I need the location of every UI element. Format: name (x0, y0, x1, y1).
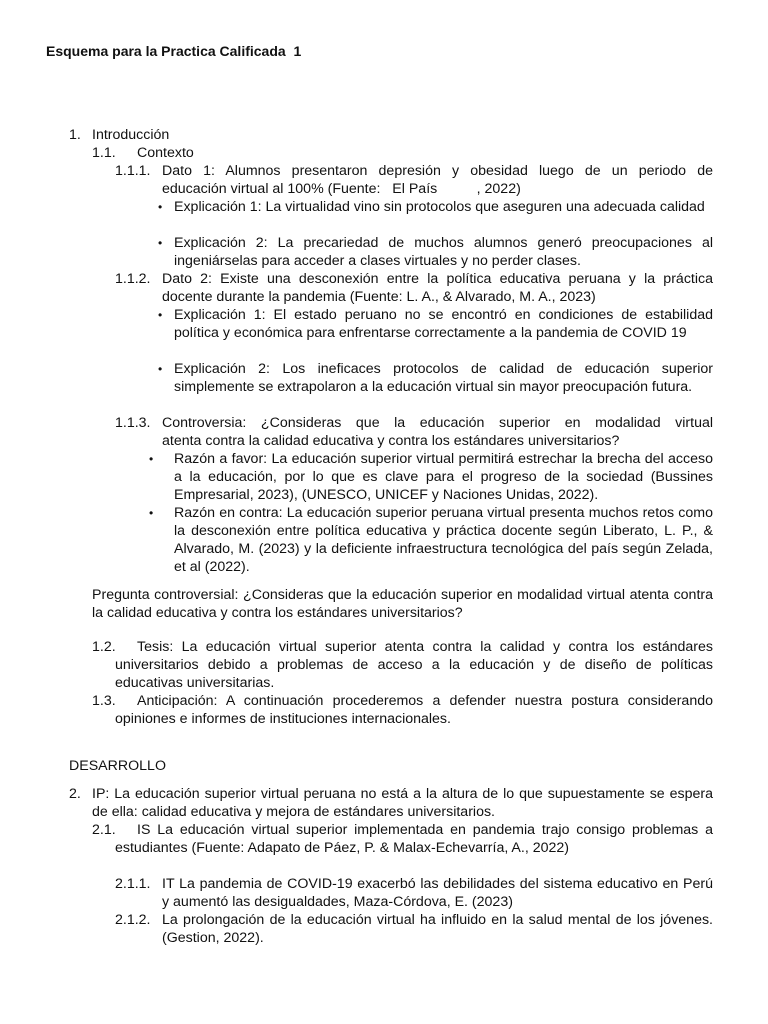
bullet-icon: • (158, 308, 163, 322)
section-1-heading: Introducción (92, 127, 170, 143)
bullet-icon: • (149, 452, 154, 466)
section-1-2-number: 1.2. (92, 639, 116, 655)
development-heading: DESARROLLO (69, 758, 166, 774)
bullet-icon: • (158, 200, 163, 214)
item-1-1-3-line1: Controversia: ¿Consideras que la educación superior en modalidad virtual (162, 415, 713, 431)
item-1-1-2-number: 1.1.2. (115, 271, 151, 287)
bullet-icon: • (158, 236, 163, 250)
item-1-1-3-number: 1.1.3. (115, 415, 151, 431)
reason-against: Razón en contra: La educación superior peruana virtual presenta muchos retos como la desconexión entre política educativa y práctica docente según Liberato, L. P., & Alvarado, M. (2023) y la deficiente infraestructura tecnológica del país según Zelada, et al (2022). (174, 505, 713, 575)
item-1-1-2-line1: Dato 2: Existe una desconexión entre la política educativa peruana y la práctica (162, 271, 713, 287)
section-2-number: 2. (69, 786, 81, 802)
item-1-1-1-number: 1.1.1. (115, 163, 151, 179)
section-2-text: IP: La educación superior virtual peruana no está a la altura de lo que supuestamente se espera de ella: calidad educativa y mejora de estándares universitarios. (92, 786, 713, 820)
section-1-1-number: 1.1. (92, 145, 116, 161)
reason-in-favor: Razón a favor: La educación superior virtual permitirá estrechar la brecha del acceso a la educación, por lo que es clave para el progreso de la sociedad (Bussines Empresarial, 2023), (UNESCO, UNICEF y Naciones Unidas, 2022). (174, 451, 713, 503)
section-2-1-text (92, 821, 713, 857)
item-2-1-2-number: 2.1.2. (115, 912, 151, 928)
section-1-3-number: 1.3. (92, 693, 116, 709)
item-1-1-1-explanation-1: Explicación 1: La virtualidad vino sin protocolos que aseguren una adecuada calidad (174, 199, 705, 215)
item-2-1-1-number: 2.1.1. (115, 876, 151, 892)
item-1-1-1-line1: Dato 1: Alumnos presentaron depresión y obesidad luego de un periodo de (162, 163, 713, 179)
item-1-1-2-line2: docente durante la pandemia (Fuente: L. A., & Alvarado, M. A., 2023) (162, 289, 596, 305)
document-title: Esquema para la Practica Calificada 1 (46, 43, 302, 59)
anticipation-text-content: Anticipación: A continuación procederemos a defender nuestra postura considerando opiniones e informes de instituciones internacionales. (115, 693, 713, 727)
section-2-1-text-content: IS La educación virtual superior implementada en pandemia trajo consigo problemas a estudiantes (Fuente: Adapato de Páez, P. & Malax-Echevarría, A., 2022) (115, 822, 713, 856)
thesis-text (92, 638, 713, 692)
item-1-1-2-explanation-1: Explicación 1: El estado peruano no se encontró en condiciones de estabilidad política y económica para enfrentarse correctamente a la pandemia de COVID 19 (174, 307, 713, 341)
item-1-1-1-line2: educación virtual al 100% (Fuente: El País , 2022) (162, 181, 521, 197)
bullet-icon: • (158, 362, 163, 376)
controversial-question: Pregunta controversial: ¿Consideras que la educación superior en modalidad virtual atenta contra la calidad educativa y contra los estándares universitarios? (92, 587, 713, 621)
item-2-1-2-text: La prolongación de la educación virtual ha influido en la salud mental de los jóvenes. (Gestion, 2022). (162, 912, 713, 946)
item-1-1-3-line2: atenta contra la calidad educativa y contra los estándares universitarios? (162, 433, 620, 449)
section-1-1-heading: Contexto (137, 145, 194, 161)
item-1-1-2-explanation-2: Explicación 2: Los ineficaces protocolos de calidad de educación superior simplemente se extrapolaron a la educación virtual sin mayor preocupación futura. (174, 361, 713, 395)
section-2-1-number: 2.1. (92, 822, 116, 838)
item-1-1-1-explanation-2: Explicación 2: La precariedad de muchos alumnos generó preocupaciones al ingeniárselas para acceder a clases virtuales y no perder clases. (174, 235, 713, 269)
bullet-icon: • (149, 506, 154, 520)
section-1-number: 1. (69, 127, 81, 143)
anticipation-text (92, 692, 713, 728)
thesis-text-content: Tesis: La educación virtual superior atenta contra la calidad y contra los estándares universitarios debido a problemas de acceso a la educación y de diseño de políticas educativas universitarias. (115, 639, 713, 691)
item-2-1-1-text: IT La pandemia de COVID-19 exacerbó las debilidades del sistema educativo en Perú y aumentó las desigualdades, Maza-Córdova, E. (2023) (162, 876, 713, 910)
